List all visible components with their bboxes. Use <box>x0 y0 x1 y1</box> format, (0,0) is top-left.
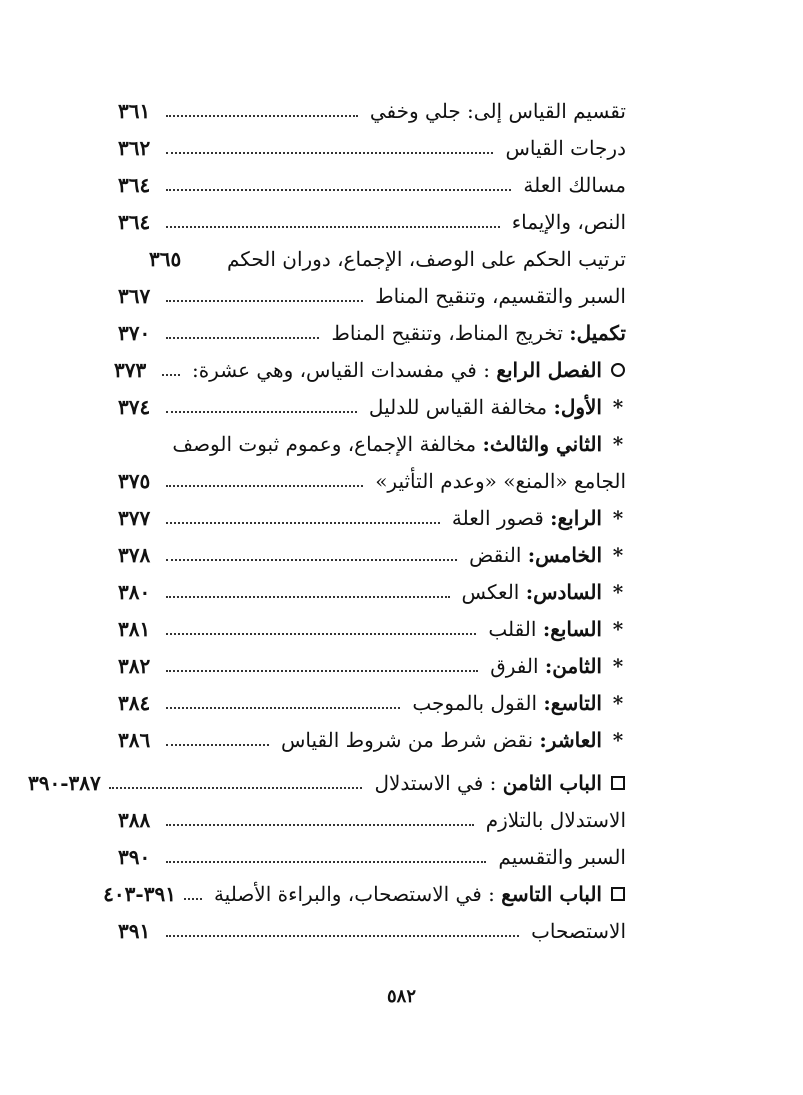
entry-title: الثامن: الفرق <box>490 653 602 678</box>
entry-page: ٣٦٤ <box>118 172 151 197</box>
asterisk-bullet-icon: * <box>612 542 624 567</box>
entry-title: السادس: العكس <box>461 579 602 604</box>
entry-page: ٣٦٥ <box>148 246 182 271</box>
entry-page: ٣٧٠ <box>118 320 151 345</box>
toc-entry <box>118 838 630 875</box>
entry-title: الأول: مخالفة القياس للدليل <box>368 394 602 419</box>
toc-entry <box>118 92 630 129</box>
dot-leader <box>166 559 457 561</box>
asterisk-bullet-icon: * <box>612 394 624 419</box>
asterisk-bullet-icon: * <box>612 653 624 678</box>
entry-title: السبر والتقسيم <box>498 844 626 869</box>
toc-entry-continuation <box>118 462 630 499</box>
toc-entry <box>118 801 630 838</box>
dot-leader <box>109 787 363 789</box>
entry-page: ٣٩٠ <box>118 844 151 869</box>
entry-title: الباب التاسع : في الاستصحاب، والبراءة الأصلية <box>213 881 602 906</box>
dot-leader <box>166 596 450 598</box>
asterisk-bullet-icon: * <box>612 727 624 752</box>
entry-page: ٣٨٨ <box>118 807 151 832</box>
entry-title: النص، والإيماء <box>511 209 626 234</box>
toc-entry <box>118 203 630 240</box>
entry-page: ٣٧٥ <box>118 468 151 493</box>
entry-page: ٣٦٧ <box>118 283 151 308</box>
dot-leader <box>166 707 400 709</box>
toc-entry <box>118 388 630 425</box>
asterisk-bullet-icon: * <box>612 579 624 604</box>
asterisk-bullet-icon: * <box>612 505 624 530</box>
toc-entry <box>118 684 630 721</box>
toc-entry <box>118 536 630 573</box>
entry-title: درجات القياس <box>505 135 626 160</box>
dot-leader <box>166 300 363 302</box>
dot-leader <box>166 485 363 487</box>
dot-leader <box>166 522 440 524</box>
entry-page: ٣٨٠ <box>118 579 151 604</box>
toc-entry <box>118 166 630 203</box>
asterisk-bullet-icon: * <box>612 431 624 456</box>
entry-title: ترتيب الحكم على الوصف، الإجماع، دوران الحكم <box>226 246 626 271</box>
dot-leader <box>166 152 493 154</box>
entry-page: ٣٨٤ <box>118 690 151 715</box>
square-bullet-icon <box>606 776 630 790</box>
toc-entry <box>118 573 630 610</box>
dot-leader <box>166 861 486 863</box>
entry-title: الثاني والثالث: مخالفة الإجماع، وعموم ثبوت الوصف <box>172 431 602 456</box>
entry-title: الاستصحاب <box>531 918 626 943</box>
table-of-contents <box>28 92 630 949</box>
entry-title: العاشر: نقض شرط من شروط القياس <box>280 727 602 752</box>
entry-title: تقسيم القياس إلى: جلي وخفي <box>369 98 626 123</box>
toc-entry <box>118 240 630 277</box>
entry-title: الفصل الرابع : في مفسدات القياس، وهي عشرة: <box>191 357 602 382</box>
entry-page: ٣٦٢ <box>118 135 151 160</box>
entry-title: الاستدلال بالتلازم <box>485 807 626 832</box>
circle-bullet-icon <box>606 363 630 377</box>
entry-page: ٣٧٨ <box>118 542 151 567</box>
toc-chapter-entry <box>28 764 630 801</box>
entry-page: ٣٦٤ <box>118 209 151 234</box>
entry-page: ٣٧٣ <box>113 357 147 382</box>
toc-entry <box>118 721 630 758</box>
entry-page: ٣٧٧ <box>118 505 151 530</box>
toc-chapter-entry <box>103 875 630 912</box>
toc-entry <box>118 314 630 351</box>
dot-leader <box>166 226 500 228</box>
entry-page: ٣٩١-٤٠٣ <box>103 881 176 906</box>
entry-title: الرابع: قصور العلة <box>451 505 602 530</box>
entry-title: السبر والتقسيم، وتنقيح المناط <box>375 283 626 308</box>
dot-leader <box>166 337 319 339</box>
entry-page: ٣٨٦ <box>118 727 151 752</box>
dot-leader <box>166 115 358 117</box>
toc-entry <box>118 425 630 462</box>
dot-leader <box>166 189 511 191</box>
entry-page: ٣٨٢ <box>118 653 151 678</box>
entry-page: ٣٨١ <box>118 616 151 641</box>
asterisk-bullet-icon: * <box>612 616 624 641</box>
square-bullet-icon <box>606 887 630 901</box>
entry-page: ٣٨٧-٣٩٠ <box>28 770 101 795</box>
asterisk-bullet-icon: * <box>612 690 624 715</box>
entry-title: السابع: القلب <box>488 616 602 641</box>
dot-leader <box>166 824 474 826</box>
entry-page: ٣٩١ <box>118 918 151 943</box>
toc-entry <box>118 912 630 949</box>
dot-leader <box>166 411 357 413</box>
toc-section-entry <box>113 351 630 388</box>
entry-page: ٣٧٤ <box>118 394 151 419</box>
entry-title: تكميل: تخريج المناط، وتنقيح المناط <box>331 320 626 345</box>
entry-title: التاسع: القول بالموجب <box>412 690 602 715</box>
toc-entry <box>118 610 630 647</box>
entry-title: الخامس: النقض <box>469 542 602 567</box>
dot-leader <box>166 935 519 937</box>
dot-leader <box>166 670 478 672</box>
toc-entry <box>118 277 630 314</box>
dot-leader <box>166 633 476 635</box>
entry-title: الباب الثامن : في الاستدلال <box>374 770 602 795</box>
dot-leader <box>162 374 180 376</box>
toc-entry <box>118 129 630 166</box>
entry-title: مسالك العلة <box>523 172 626 197</box>
dot-leader <box>166 744 269 746</box>
toc-entry <box>118 647 630 684</box>
dot-leader <box>184 898 202 900</box>
page-number: ٥٨٢ <box>386 986 416 1007</box>
entry-page: ٣٦١ <box>118 98 151 123</box>
toc-entry <box>118 499 630 536</box>
entry-title: الجامع «المنع» «وعدم التأثير» <box>375 468 626 493</box>
